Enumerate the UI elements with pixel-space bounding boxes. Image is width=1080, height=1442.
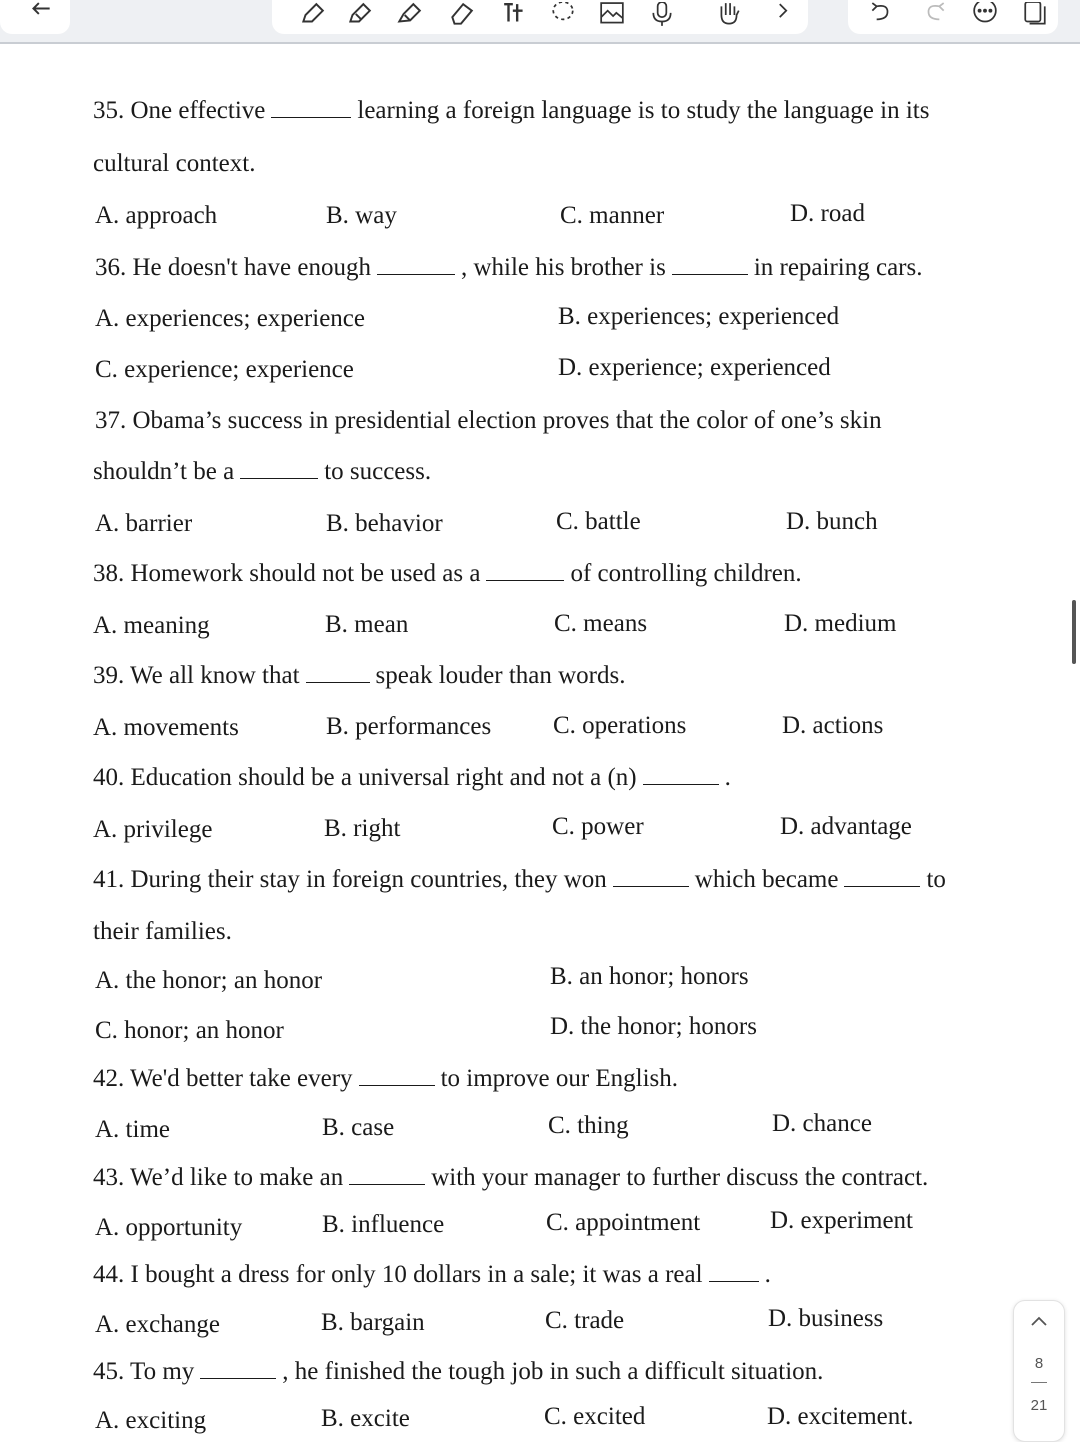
question-41: 41. During their stay in foreign countries, they won which became to xyxy=(93,866,946,893)
microphone-icon[interactable] xyxy=(645,0,679,30)
option-d[interactable]: D. advantage xyxy=(780,813,912,840)
question-39: 39. We all know that speak louder than words. xyxy=(93,662,626,689)
question-37: 37. Obama’s success in presidential election proves that the color of one’s skin xyxy=(95,407,882,434)
page-separator xyxy=(1031,1382,1047,1383)
option-d[interactable]: D. bunch xyxy=(786,508,878,535)
highlighter-icon[interactable] xyxy=(392,0,426,30)
eraser-icon[interactable] xyxy=(444,0,478,30)
question-36: 36. He doesn't have enough , while his brother is in repairing cars. xyxy=(95,254,923,281)
option-b[interactable]: B. case xyxy=(322,1114,395,1141)
back-arrow-icon[interactable] xyxy=(24,0,58,30)
option-b[interactable]: B. bargain xyxy=(321,1309,425,1336)
option-b[interactable]: B. experiences; experienced xyxy=(558,303,840,330)
question-37-continued: shouldn’t be a to success. xyxy=(93,458,432,485)
option-a[interactable]: A. exchange xyxy=(95,1311,220,1338)
document-page xyxy=(0,44,1080,1440)
more-icon[interactable] xyxy=(968,0,1002,30)
answer-blank[interactable] xyxy=(709,1261,759,1282)
question-44: 44. I bought a dress for only 10 dollars in a sale; it was a real . xyxy=(93,1261,771,1288)
option-d[interactable]: D. actions xyxy=(782,712,884,739)
option-d[interactable]: D. road xyxy=(790,200,865,227)
pages-icon[interactable] xyxy=(1018,0,1052,30)
option-c[interactable]: C. operations xyxy=(553,712,687,739)
question-41-continued: their families. xyxy=(93,918,232,945)
option-a[interactable]: A. meaning xyxy=(93,612,210,639)
scrollbar-thumb[interactable] xyxy=(1072,600,1076,664)
option-c[interactable]: C. battle xyxy=(556,508,641,535)
option-b[interactable]: B. performances xyxy=(326,713,492,740)
option-b[interactable]: B. excite xyxy=(321,1405,410,1432)
option-b[interactable]: B. right xyxy=(324,815,401,842)
marker-icon[interactable] xyxy=(342,0,376,30)
option-a[interactable]: A. experiences; experience xyxy=(95,305,365,332)
question-42: 42. We'd better take every to improve our English. xyxy=(93,1065,679,1092)
question-40: 40. Education should be a universal right and not a (n) . xyxy=(93,764,731,791)
option-a[interactable]: A. movements xyxy=(93,714,239,741)
answer-blank[interactable] xyxy=(377,254,455,275)
option-b[interactable]: B. mean xyxy=(325,611,409,638)
option-a[interactable]: A. approach xyxy=(95,202,218,229)
current-page: 8 xyxy=(1034,1355,1044,1372)
option-b[interactable]: B. way xyxy=(326,202,397,229)
option-c[interactable]: C. means xyxy=(554,610,648,637)
answer-blank[interactable] xyxy=(306,662,370,683)
hand-icon[interactable] xyxy=(712,0,746,30)
option-a[interactable]: A. exciting xyxy=(95,1407,207,1434)
option-b[interactable]: B. behavior xyxy=(326,510,443,537)
option-d[interactable]: D. the honor; honors xyxy=(550,1013,757,1040)
answer-blank[interactable] xyxy=(613,866,689,887)
option-d[interactable]: D. experiment xyxy=(770,1207,914,1234)
question-43: 43. We’d like to make an with your manager to further discuss the contract. xyxy=(93,1164,929,1191)
toolbar xyxy=(0,0,1080,44)
option-a[interactable]: A. privilege xyxy=(93,816,213,843)
answer-blank[interactable] xyxy=(844,866,920,887)
answer-blank[interactable] xyxy=(672,254,748,275)
option-d[interactable]: D. chance xyxy=(772,1110,872,1137)
answer-blank[interactable] xyxy=(643,764,719,785)
question-45: 45. To my , he finished the tough job in such a difficult situation. xyxy=(93,1358,824,1385)
option-c[interactable]: C. power xyxy=(552,813,644,840)
option-b[interactable]: B. an honor; honors xyxy=(550,963,749,990)
option-a[interactable]: A. barrier xyxy=(95,510,193,537)
question-35-continued: cultural context. xyxy=(93,150,256,177)
option-a[interactable]: A. opportunity xyxy=(95,1214,243,1241)
image-icon[interactable] xyxy=(595,0,629,30)
option-c[interactable]: C. excited xyxy=(544,1403,646,1430)
option-c[interactable]: C. manner xyxy=(560,202,665,229)
chevron-right-icon[interactable] xyxy=(766,0,800,30)
option-c[interactable]: C. appointment xyxy=(546,1209,701,1236)
text-tool-icon[interactable] xyxy=(498,0,532,30)
option-a[interactable]: A. the honor; an honor xyxy=(95,967,323,994)
option-c[interactable]: C. honor; an honor xyxy=(95,1017,284,1044)
option-d[interactable]: D. experience; experienced xyxy=(558,354,831,381)
option-c[interactable]: C. thing xyxy=(548,1112,629,1139)
chevron-up-icon[interactable] xyxy=(1014,1313,1064,1334)
answer-blank[interactable] xyxy=(486,560,564,581)
option-d[interactable]: D. business xyxy=(768,1305,884,1332)
undo-icon[interactable] xyxy=(864,0,898,30)
answer-blank[interactable] xyxy=(200,1358,276,1379)
lasso-icon[interactable] xyxy=(546,0,580,30)
answer-blank[interactable] xyxy=(240,458,318,479)
option-c[interactable]: C. trade xyxy=(545,1307,625,1334)
answer-blank[interactable] xyxy=(349,1164,425,1185)
answer-blank[interactable] xyxy=(359,1065,435,1086)
question-38: 38. Homework should not be used as a of controlling children. xyxy=(93,560,802,587)
option-d[interactable]: D. medium xyxy=(784,610,897,637)
question-35: 35. One effective learning a foreign language is to study the language in its xyxy=(93,97,930,124)
total-pages: 21 xyxy=(1030,1397,1048,1414)
page-navigator xyxy=(1013,1300,1065,1442)
option-a[interactable]: A. time xyxy=(95,1116,170,1143)
answer-blank[interactable] xyxy=(271,97,351,118)
pen-icon[interactable] xyxy=(295,0,329,30)
option-c[interactable]: C. experience; experience xyxy=(95,356,354,383)
option-b[interactable]: B. influence xyxy=(322,1211,445,1238)
redo-icon[interactable] xyxy=(918,0,952,30)
option-d[interactable]: D. excitement. xyxy=(767,1403,914,1430)
